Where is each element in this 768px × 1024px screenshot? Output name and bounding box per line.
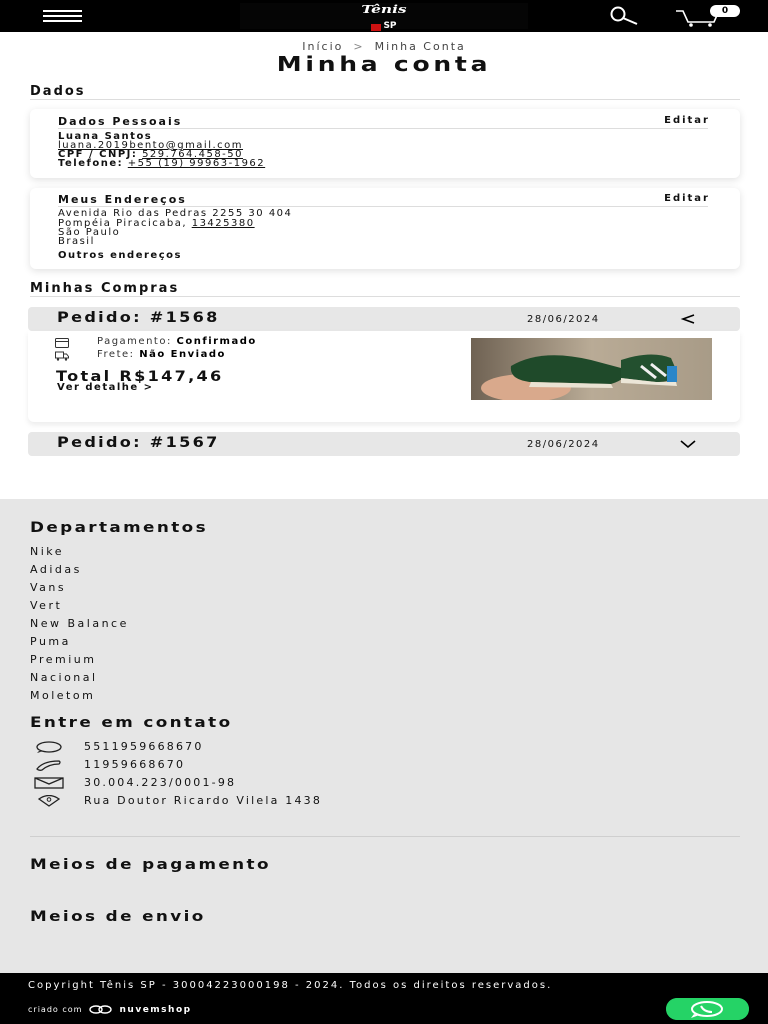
shipping-status: Não Enviado: [139, 349, 226, 360]
contact-document: 30.004.223/0001-98: [84, 776, 237, 789]
payment-methods-title[interactable]: Meios de pagamento: [30, 857, 271, 873]
edit-addresses-button[interactable]: Editar: [664, 193, 710, 204]
whatsapp-chat-button[interactable]: [666, 998, 749, 1020]
chevron-left-icon[interactable]: [680, 312, 696, 326]
divider: [58, 206, 708, 207]
order-number: Pedido: #1568: [57, 310, 220, 326]
contact-address: Rua Doutor Ricardo Vilela 1438: [84, 794, 323, 807]
page-title: Minha conta: [276, 52, 492, 76]
edit-personal-button[interactable]: Editar: [664, 115, 710, 126]
order-header-1567[interactable]: [28, 432, 740, 456]
contact-phone[interactable]: 11959668670: [84, 758, 186, 771]
breadcrumb-current: Minha Conta: [374, 40, 466, 53]
copyright-bar: [0, 973, 768, 1024]
address-country: Brasil: [58, 236, 95, 247]
shipping-methods-title[interactable]: Meios de envio: [30, 909, 206, 925]
whatsapp-icon: [33, 741, 65, 753]
breadcrumb-home[interactable]: Início: [302, 40, 344, 53]
order-header-1568[interactable]: [28, 307, 740, 331]
order-date: 28/06/2024: [527, 314, 600, 325]
product-image[interactable]: [471, 338, 712, 400]
cart-count-badge: 0: [710, 5, 740, 17]
departments-title: Departamentos: [30, 520, 208, 536]
location-icon: [33, 795, 65, 807]
copyright-text: Copyright Tênis SP - 30004223000198 - 2024. Todos os direitos reservados.: [28, 980, 553, 991]
address-street: Avenida Rio das Pedras 2255 30 404: [58, 208, 293, 219]
truck-icon: [55, 351, 69, 361]
phone-value[interactable]: +55 (19) 99963-1962: [127, 158, 266, 169]
footer: [0, 499, 768, 973]
department-link[interactable]: Nike: [30, 545, 65, 558]
chevron-down-icon[interactable]: [680, 437, 696, 451]
purchases-title: Minhas Compras: [30, 281, 180, 296]
made-by-label: criado com: [28, 1005, 83, 1014]
made-by[interactable]: [28, 1005, 192, 1015]
store-logo[interactable]: [344, 3, 424, 31]
breadcrumb-separator: >: [353, 40, 365, 53]
payment-label: Pagamento:: [97, 336, 172, 347]
divider: [58, 128, 708, 129]
customer-email[interactable]: luana.2019bento@gmail.com: [58, 140, 244, 151]
divider: [30, 99, 740, 100]
order-date: 28/06/2024: [527, 439, 600, 450]
email-icon: [33, 777, 65, 789]
order-total: Total R$147,46: [56, 369, 224, 385]
address-state: São Paulo: [58, 227, 121, 238]
address-district: Pompéia Piracicaba,: [58, 218, 188, 229]
addresses-title: Meus Endereços: [58, 193, 187, 206]
menu-icon[interactable]: [43, 10, 82, 22]
department-link[interactable]: Adidas: [30, 563, 82, 576]
department-link[interactable]: Premium: [30, 653, 97, 666]
platform-name: nuvemshop: [119, 1005, 192, 1015]
divider: [30, 836, 740, 837]
department-link[interactable]: Vans: [30, 581, 67, 594]
logo-text-bottom: SP: [371, 22, 396, 31]
personal-data-title: Dados Pessoais: [58, 115, 183, 128]
logo-text-top: Tênis: [361, 3, 407, 16]
cpf-value: 529.764.458-50: [142, 149, 244, 160]
department-link[interactable]: Vert: [30, 599, 63, 612]
contact-whatsapp[interactable]: 5511959668670: [84, 740, 204, 753]
phone-label: Telefone:: [58, 158, 124, 169]
addresses-card: [30, 188, 740, 269]
address-zip: 13425380: [191, 218, 255, 229]
payment-status: Confirmado: [176, 336, 257, 347]
nuvemshop-logo-icon: [88, 1005, 114, 1014]
cpf-label: CPF / CNPJ:: [58, 149, 138, 160]
view-details-link[interactable]: Ver detalhe >: [57, 382, 154, 393]
department-link[interactable]: Moletom: [30, 689, 96, 702]
customer-name: Luana Santos: [58, 131, 153, 142]
department-link[interactable]: Puma: [30, 635, 71, 648]
shipping-label: Frete:: [97, 349, 135, 360]
order-number: Pedido: #1567: [57, 435, 220, 451]
department-link[interactable]: New Balance: [30, 617, 129, 630]
department-link[interactable]: Nacional: [30, 671, 98, 684]
search-icon[interactable]: [597, 6, 641, 26]
contact-title: Entre em contato: [30, 715, 233, 731]
top-navbar: [0, 0, 768, 32]
credit-card-icon: [55, 338, 69, 348]
other-addresses-link[interactable]: Outros endereços: [58, 250, 182, 261]
divider: [30, 296, 740, 297]
data-section-title: Dados: [30, 84, 86, 99]
phone-icon: [33, 759, 65, 771]
personal-data-card: [30, 109, 740, 178]
